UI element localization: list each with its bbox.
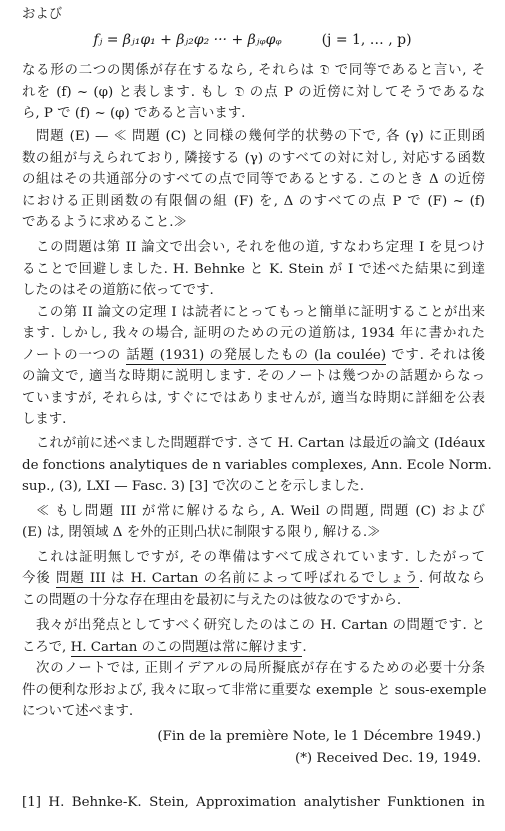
text-line: なる形の二つの関係が存在するなら, それらは 𝔇 で同等であると言い, そ [22, 63, 485, 78]
text-segment: ノートの一つの [22, 348, 122, 363]
text-line: 件の便利な形および, 我々に取って非常に重要な exemple と sous-exemple [22, 683, 487, 698]
text-line: であるように求めること.≫ [22, 215, 187, 230]
text-line: de fonctions analytiques de n variables complexes, Ann. Ecole Norm. [22, 458, 492, 473]
text-line: したのはその道筋に依ってです. [22, 283, 214, 298]
text-line: における正則函数の有限個の組 (F) を, Δ のすべての点 P で (F) ~ (f) [22, 194, 485, 209]
text-segment: . 何故なら [419, 571, 485, 586]
text-line: れを (f) ~ (φ) と表します. もし 𝔇 の点 P の近傍に対してそうであるな [22, 85, 485, 100]
underlined-text: 問題 III は H. Cartan の名前によって呼ばれるでしょう [55, 571, 420, 586]
reference-entry: [1] H. Behnke-K. Stein, Approximation analytisher Funktionen in [22, 795, 485, 810]
text-line: の組はその共通部分のすべての点で同等であるとする. このとき Δ の近傍 [22, 172, 485, 187]
text-line: この問題の十分な存在理由を最初に与えたのは彼なのですから. [22, 593, 402, 608]
text-line: および [22, 7, 63, 22]
text-line: 我々が出発点としてすべく研究したのはこの H. Cartan の問題です. と [36, 618, 485, 633]
underlined-text: 話題 (1931) の発展したもの (la coulée) [126, 348, 387, 363]
closing-note: (Fin de la première Note, le 1 Décembre 1949.) [157, 729, 481, 744]
text-line: この問題は第 II 論文で出会い, それを他の道, すなわち定理 I を見つけ [36, 240, 485, 255]
text-line: について述べます. [22, 704, 134, 719]
text-line: ≪ もし問題 III が常に解けるなら, A. Weil の問題, 問題 (C) および [36, 504, 485, 519]
formula-fj [0, 32, 505, 48]
text-segment: です. それは後 [391, 348, 485, 363]
text-line: (E) は, 閉領域 Δ を外的正則凸状に制限する限り, 解ける.≫ [22, 525, 381, 540]
text-line: ていますが, それらは, すぐにではありませんが, 適当な時期に詳細を公表 [22, 391, 485, 406]
text-line: この第 II 論文の定理 I は読者にとってもっと簡単に証明することが出来 [36, 305, 485, 320]
text-segment: ころで, [22, 640, 67, 655]
received-date: (*) Received Dec. 19, 1949. [295, 751, 481, 766]
formula-index-range: (j = 1, … , p) [321, 32, 412, 48]
text-line: これが前に述べました問題群です. さて H. Cartan は最近の論文 (Idéaux [36, 436, 485, 451]
text-line: ら, P で (f) ~ (φ) であると言います. [22, 106, 246, 121]
text-line: 次のノートでは, 正則イデアルの局所擬底が存在するための必要十分条 [36, 661, 485, 676]
text-line [22, 572, 485, 585]
text-line [22, 641, 485, 654]
text-line: これは証明無しですが, その準備はすべて成されています. したがって [36, 550, 485, 565]
text-segment: 今後 [22, 571, 51, 586]
text-line: ることで回避しました. H. Behnke と K. Stein が I で述べた結果に到達 [22, 262, 485, 277]
text-line: の論文で, 適当な時期に説明します. そのノートは幾つかの話題からなっ [22, 369, 485, 384]
underlined-text: H. Cartan のこの問題は常に解けます [70, 640, 303, 655]
text-line: ます. しかし, 我々の場合, 証明のための元の道筋は, 1934 年に書かれた [22, 326, 485, 341]
formula-main: fⱼ = βⱼ₁φ₁ + βⱼ₂φ₂ ··· + βⱼᵩφᵩ [93, 32, 282, 48]
text-line: sup., (3), LXI — Fasc. 3) [3] で次のことを示しました. [22, 479, 364, 494]
text-line: 問題 (E) — ≪ 問題 (C) と同様の幾何学的状勢の下で, 各 (γ) に正則函 [36, 129, 485, 144]
text-line [22, 349, 485, 362]
text-segment: . [302, 640, 307, 655]
text-line: 数の組が与えられており, 隣接する (γ) のすべての対に対し, 対応する函数 [22, 151, 485, 166]
text-line: します. [22, 412, 67, 427]
